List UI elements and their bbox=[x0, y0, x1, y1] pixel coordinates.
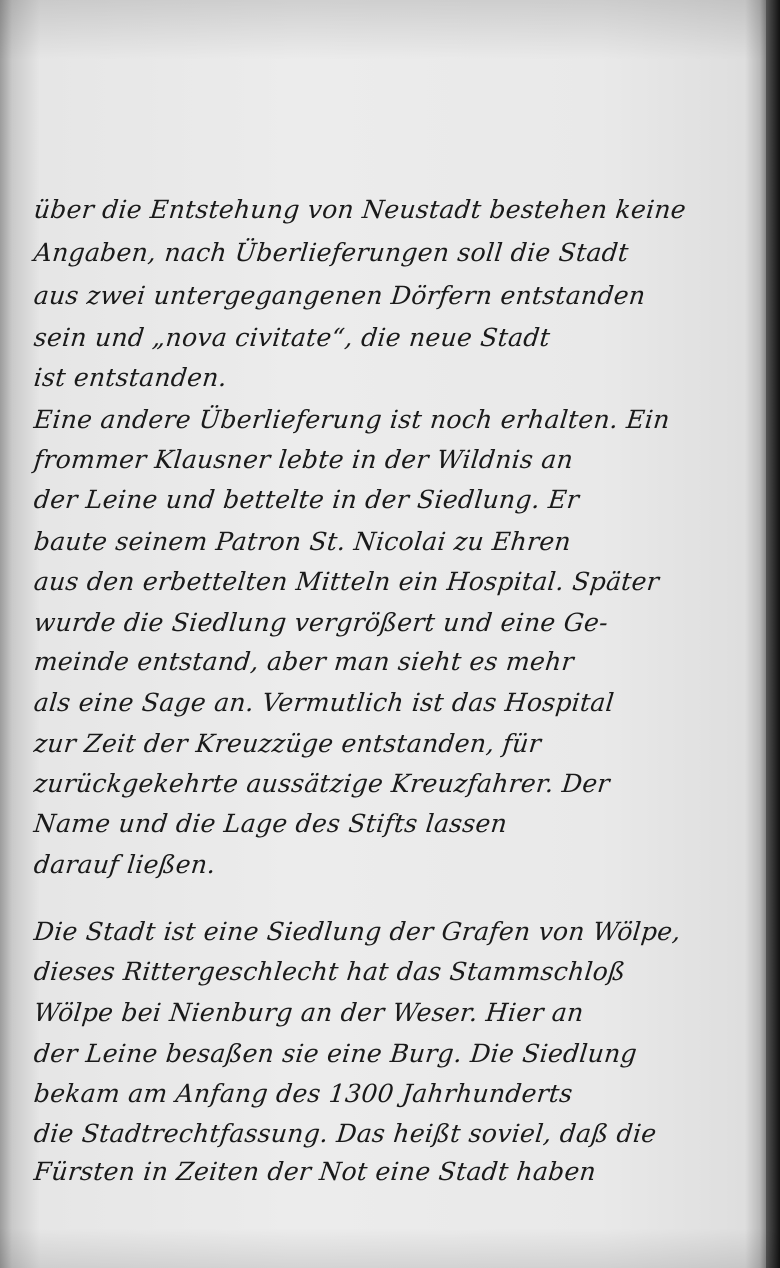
text-line: über die Entstehung von Neustadt bestehen keine bbox=[32, 195, 688, 224]
text-line: Eine andere Überlieferung ist noch erhalten. Ein bbox=[32, 405, 672, 434]
text-line: dieses Rittergeschlecht hat das Stammschloß bbox=[32, 957, 627, 986]
text-line: aus den erbettelten Mitteln ein Hospital. Später bbox=[32, 567, 661, 596]
text-line: der Leine besaßen sie eine Burg. Die Siedlung bbox=[32, 1039, 639, 1068]
text-line: baute seinem Patron St. Nicolai zu Ehren bbox=[32, 527, 573, 556]
text-line: Die Stadt ist eine Siedlung der Grafen von Wölpe, bbox=[32, 917, 683, 946]
text-line: ist entstanden. bbox=[32, 363, 229, 392]
text-line: Fürsten in Zeiten der Not eine Stadt haben bbox=[32, 1157, 598, 1186]
text-line: meinde entstand, aber man sieht es mehr bbox=[32, 647, 576, 676]
text-line: wurde die Siedlung vergrößert und eine Ge- bbox=[32, 608, 610, 637]
text-line: als eine Sage an. Vermutlich ist das Hospital bbox=[32, 688, 616, 717]
text-line: darauf ließen. bbox=[32, 850, 218, 879]
text-line: zurückgekehrte aussätzige Kreuzfahrer. Der bbox=[32, 769, 612, 798]
text-line: der Leine und bettelte in der Siedlung. Er bbox=[32, 485, 581, 514]
text-line: Name und die Lage des Stifts lassen bbox=[32, 809, 509, 838]
text-line: zur Zeit der Kreuzzüge entstanden, für bbox=[32, 729, 543, 758]
text-line: aus zwei untergegangenen Dörfern entstanden bbox=[32, 281, 647, 310]
text-line: die Stadtrechtfassung. Das heißt soviel, daß die bbox=[32, 1119, 658, 1148]
page-edge-shadow bbox=[766, 0, 780, 1268]
text-line: Wölpe bei Nienburg an der Weser. Hier an bbox=[32, 998, 586, 1027]
text-line: sein und „nova civitate“, die neue Stadt bbox=[32, 323, 552, 352]
text-line: Angaben, nach Überlieferungen soll die Stadt bbox=[32, 238, 631, 267]
text-line: bekam am Anfang des 1300 Jahrhunderts bbox=[32, 1079, 575, 1108]
text-line: frommer Klausner lebte in der Wildnis an bbox=[32, 445, 575, 474]
